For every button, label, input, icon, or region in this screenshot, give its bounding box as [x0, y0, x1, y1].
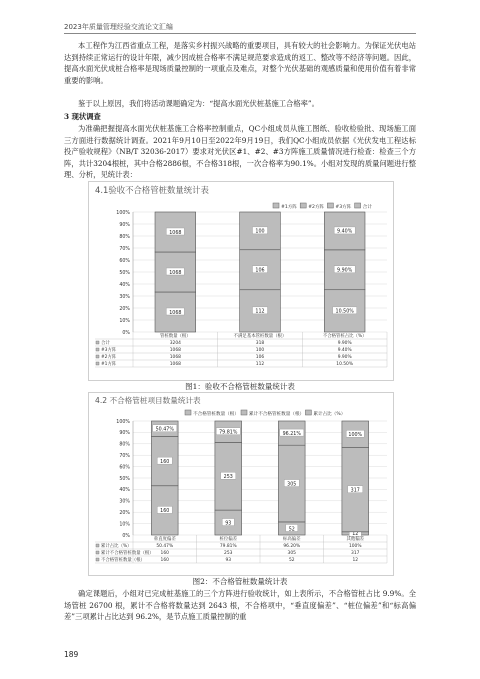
data-label: 52 — [288, 527, 295, 533]
table-cell: 9.90% — [337, 355, 352, 361]
table-cell: 10.50% — [336, 362, 354, 368]
table-row-swatch — [96, 348, 99, 351]
chart-title: 4.1验收不合格管桩数量统计表 — [95, 185, 209, 195]
chart-2 — [89, 393, 393, 575]
table-cell: 317 — [351, 551, 360, 557]
y-tick-label: 90% — [119, 431, 130, 437]
table-row-label: 合计 — [101, 341, 110, 347]
table-row-swatch — [96, 362, 99, 365]
y-tick-label: 40% — [119, 488, 130, 494]
table-row-swatch — [96, 341, 99, 344]
legend-swatch — [185, 410, 191, 415]
table-cell: 1068 — [169, 355, 181, 361]
survey-paragraph: 为准确把握提高水面光伏桩基施工合格率控制重点，QC小组成员从施工图纸、验收检验批、现场施工面三方面进行数据统计调查。2021年9月10日至2022年9月19日，我们QC小组成员依据《光伏发电工程达标投产验收规程》（NB/T 32036-2017）要求对光伏区#1、#2、#3方阵施工质量情况进行检查：检查三个方阵，共计3204根桩，其中合格2886根，不合格318根，一次合格率为90.1%。小组对发现的质量问题进行整理、分析，见统计表： — [64, 124, 416, 180]
table-cell: 96.20% — [283, 544, 301, 550]
page-number: 189 — [64, 650, 79, 659]
table-cell: 160 — [160, 551, 169, 557]
y-tick-label: 20% — [119, 511, 130, 516]
data-label: 160 — [160, 459, 170, 465]
y-tick-label: 30% — [119, 499, 130, 505]
y-tick-label: 40% — [119, 282, 130, 288]
table-cell: 79.81% — [219, 544, 237, 550]
legend-entry: #3方阵 — [335, 205, 352, 210]
table-cell: 305 — [287, 551, 296, 557]
y-tick-label: 50% — [119, 476, 130, 482]
y-tick-label: 60% — [119, 465, 130, 471]
category-label: 标高偏差 — [282, 537, 301, 543]
data-label: 9.90% — [337, 268, 353, 274]
category-label: 其他偏差 — [346, 537, 365, 543]
figure-1-caption: 图1：验收不合格管桩数量统计表 — [185, 382, 295, 391]
category-label: 垂直度偏差 — [153, 537, 176, 543]
y-tick-label: 100% — [116, 210, 130, 216]
y-tick-label: 10% — [119, 522, 130, 528]
figure-2 — [88, 392, 394, 576]
table-cell: 318 — [255, 341, 265, 347]
data-label: 1068 — [169, 310, 182, 316]
legend-entry: 累计不合格管桩数量（根） — [249, 412, 305, 417]
table-row-swatch — [96, 544, 99, 547]
legend-entry: #2方阵 — [308, 205, 325, 210]
category-label: 管桩数量（根） — [159, 334, 191, 340]
data-label: 12 — [352, 532, 359, 538]
legend-swatch — [273, 203, 279, 208]
table-cell: 1068 — [169, 362, 181, 368]
data-label: 79.81% — [219, 430, 238, 436]
data-label: 93 — [225, 521, 232, 527]
y-tick-label: 10% — [119, 318, 130, 324]
y-tick-label: 0% — [122, 533, 130, 539]
data-label: 96.21% — [282, 431, 301, 437]
chart-1 — [89, 182, 393, 380]
table-cell: 1068 — [169, 348, 181, 354]
table-row-label: 累计不合格管桩数量（根） — [101, 551, 154, 557]
data-label: 106 — [255, 268, 265, 274]
y-tick-label: 0% — [122, 330, 130, 336]
table-row-swatch — [96, 551, 99, 554]
data-label: 1068 — [169, 270, 182, 276]
data-label: 9.40% — [337, 229, 353, 235]
table-cell: 93 — [225, 558, 232, 564]
y-tick-label: 90% — [119, 222, 130, 228]
table-row-label: #1方阵 — [101, 362, 117, 368]
running-header: 2023年质量管理经验交流论文汇编 — [64, 23, 173, 31]
table-cell: 3204 — [169, 341, 181, 347]
chart-title: 4.2 不合格管桩项目数量统计表 — [95, 396, 201, 405]
category-label: 桩位偏差 — [219, 537, 238, 543]
table-cell: 52 — [288, 558, 295, 564]
conclusion-paragraph: 确定课题后，小组对已完成桩基施工的三个方阵进行验收统计，如上表所示，不合格管桩占比 9.9%。全场管桩 26700 根，累计不合格将数量达到 2643 根，不合格项中，“垂直度偏差”、“桩位偏差”和“标高偏差”三项累计占比达到 96.2%，是节点施工质量控制的重 — [64, 589, 416, 622]
y-tick-label: 30% — [119, 294, 130, 300]
section-heading: 3 现状调查 — [64, 112, 101, 121]
figure-1 — [88, 181, 394, 381]
table-cell: 12 — [352, 558, 359, 564]
legend-swatch — [300, 203, 306, 208]
legend-swatch — [241, 410, 247, 415]
table-cell: 253 — [224, 551, 233, 557]
y-tick-label: 70% — [119, 454, 130, 459]
data-label: 305 — [287, 482, 297, 488]
table-row-swatch — [96, 355, 99, 358]
data-label: 1068 — [169, 230, 182, 236]
category-label: 不满足基本管桩数量（根） — [233, 334, 287, 340]
table-row-swatch — [96, 558, 99, 561]
table-cell: 100% — [348, 544, 362, 550]
data-label: 100 — [255, 229, 265, 235]
table-cell: 50.47% — [156, 544, 174, 550]
table-row-label: 不合格管桩数量（根） — [101, 558, 145, 564]
data-label: 112 — [255, 309, 265, 315]
table-row-label: #3方阵 — [101, 348, 117, 354]
data-label: 253 — [223, 475, 233, 481]
table-cell: 100 — [255, 348, 265, 354]
table-cell: 9.40% — [337, 348, 352, 354]
data-label: 10.50% — [335, 309, 354, 315]
data-label: 160 — [160, 509, 170, 515]
table-cell: 160 — [160, 558, 169, 564]
data-label: 50.47% — [155, 427, 174, 433]
table-cell: 106 — [255, 355, 265, 361]
legend-entry: #1方阵 — [281, 205, 297, 210]
y-tick-label: 50% — [119, 270, 130, 276]
intro-paragraph: 本工程作为江西省重点工程，是落实乡村振兴战略的重要项目，具有较大的社会影响力。为保证光伏电站达到持续正常运行的设计年限，减少因成桩合格率不满足规范要求造成的返工、整改等不经济等问题。因此，提高水面光伏成桩合格率是现场质量控制的一项重点及难点，对整个光伏基础的观感质量和使用价值有着非常重要的影响。 — [64, 41, 416, 85]
legend-entry: 不合格管桩数量（根） — [193, 412, 239, 417]
y-tick-label: 70% — [119, 246, 130, 252]
header-rule — [64, 33, 416, 34]
y-tick-label: 60% — [119, 258, 130, 264]
category-label: 不合格管桩占比（%） — [322, 334, 367, 340]
y-tick-label: 100% — [116, 419, 130, 425]
table-cell: 9.90% — [337, 341, 352, 347]
table-cell: 112 — [255, 362, 265, 368]
y-tick-label: 20% — [119, 306, 130, 312]
y-tick-label: 80% — [119, 234, 130, 240]
y-tick-label: 80% — [119, 442, 130, 448]
data-label: 317 — [350, 488, 360, 494]
topic-paragraph: 鉴于以上原因，我们将活动课题确定为：“提高水面光伏桩基施工合格率”。 — [78, 99, 319, 108]
legend-swatch — [355, 203, 361, 208]
table-row-label: 累计占比（%） — [101, 544, 132, 550]
legend-swatch — [305, 410, 311, 415]
legend-swatch — [327, 203, 333, 208]
table-row-label: #2方阵 — [101, 355, 117, 361]
data-label: 100% — [348, 433, 363, 439]
legend-entry: 合计 — [362, 205, 372, 210]
figure-2-caption: 图2：不合格管桩数量统计表 — [192, 577, 288, 586]
legend-entry: 累计占比（%） — [313, 412, 346, 417]
